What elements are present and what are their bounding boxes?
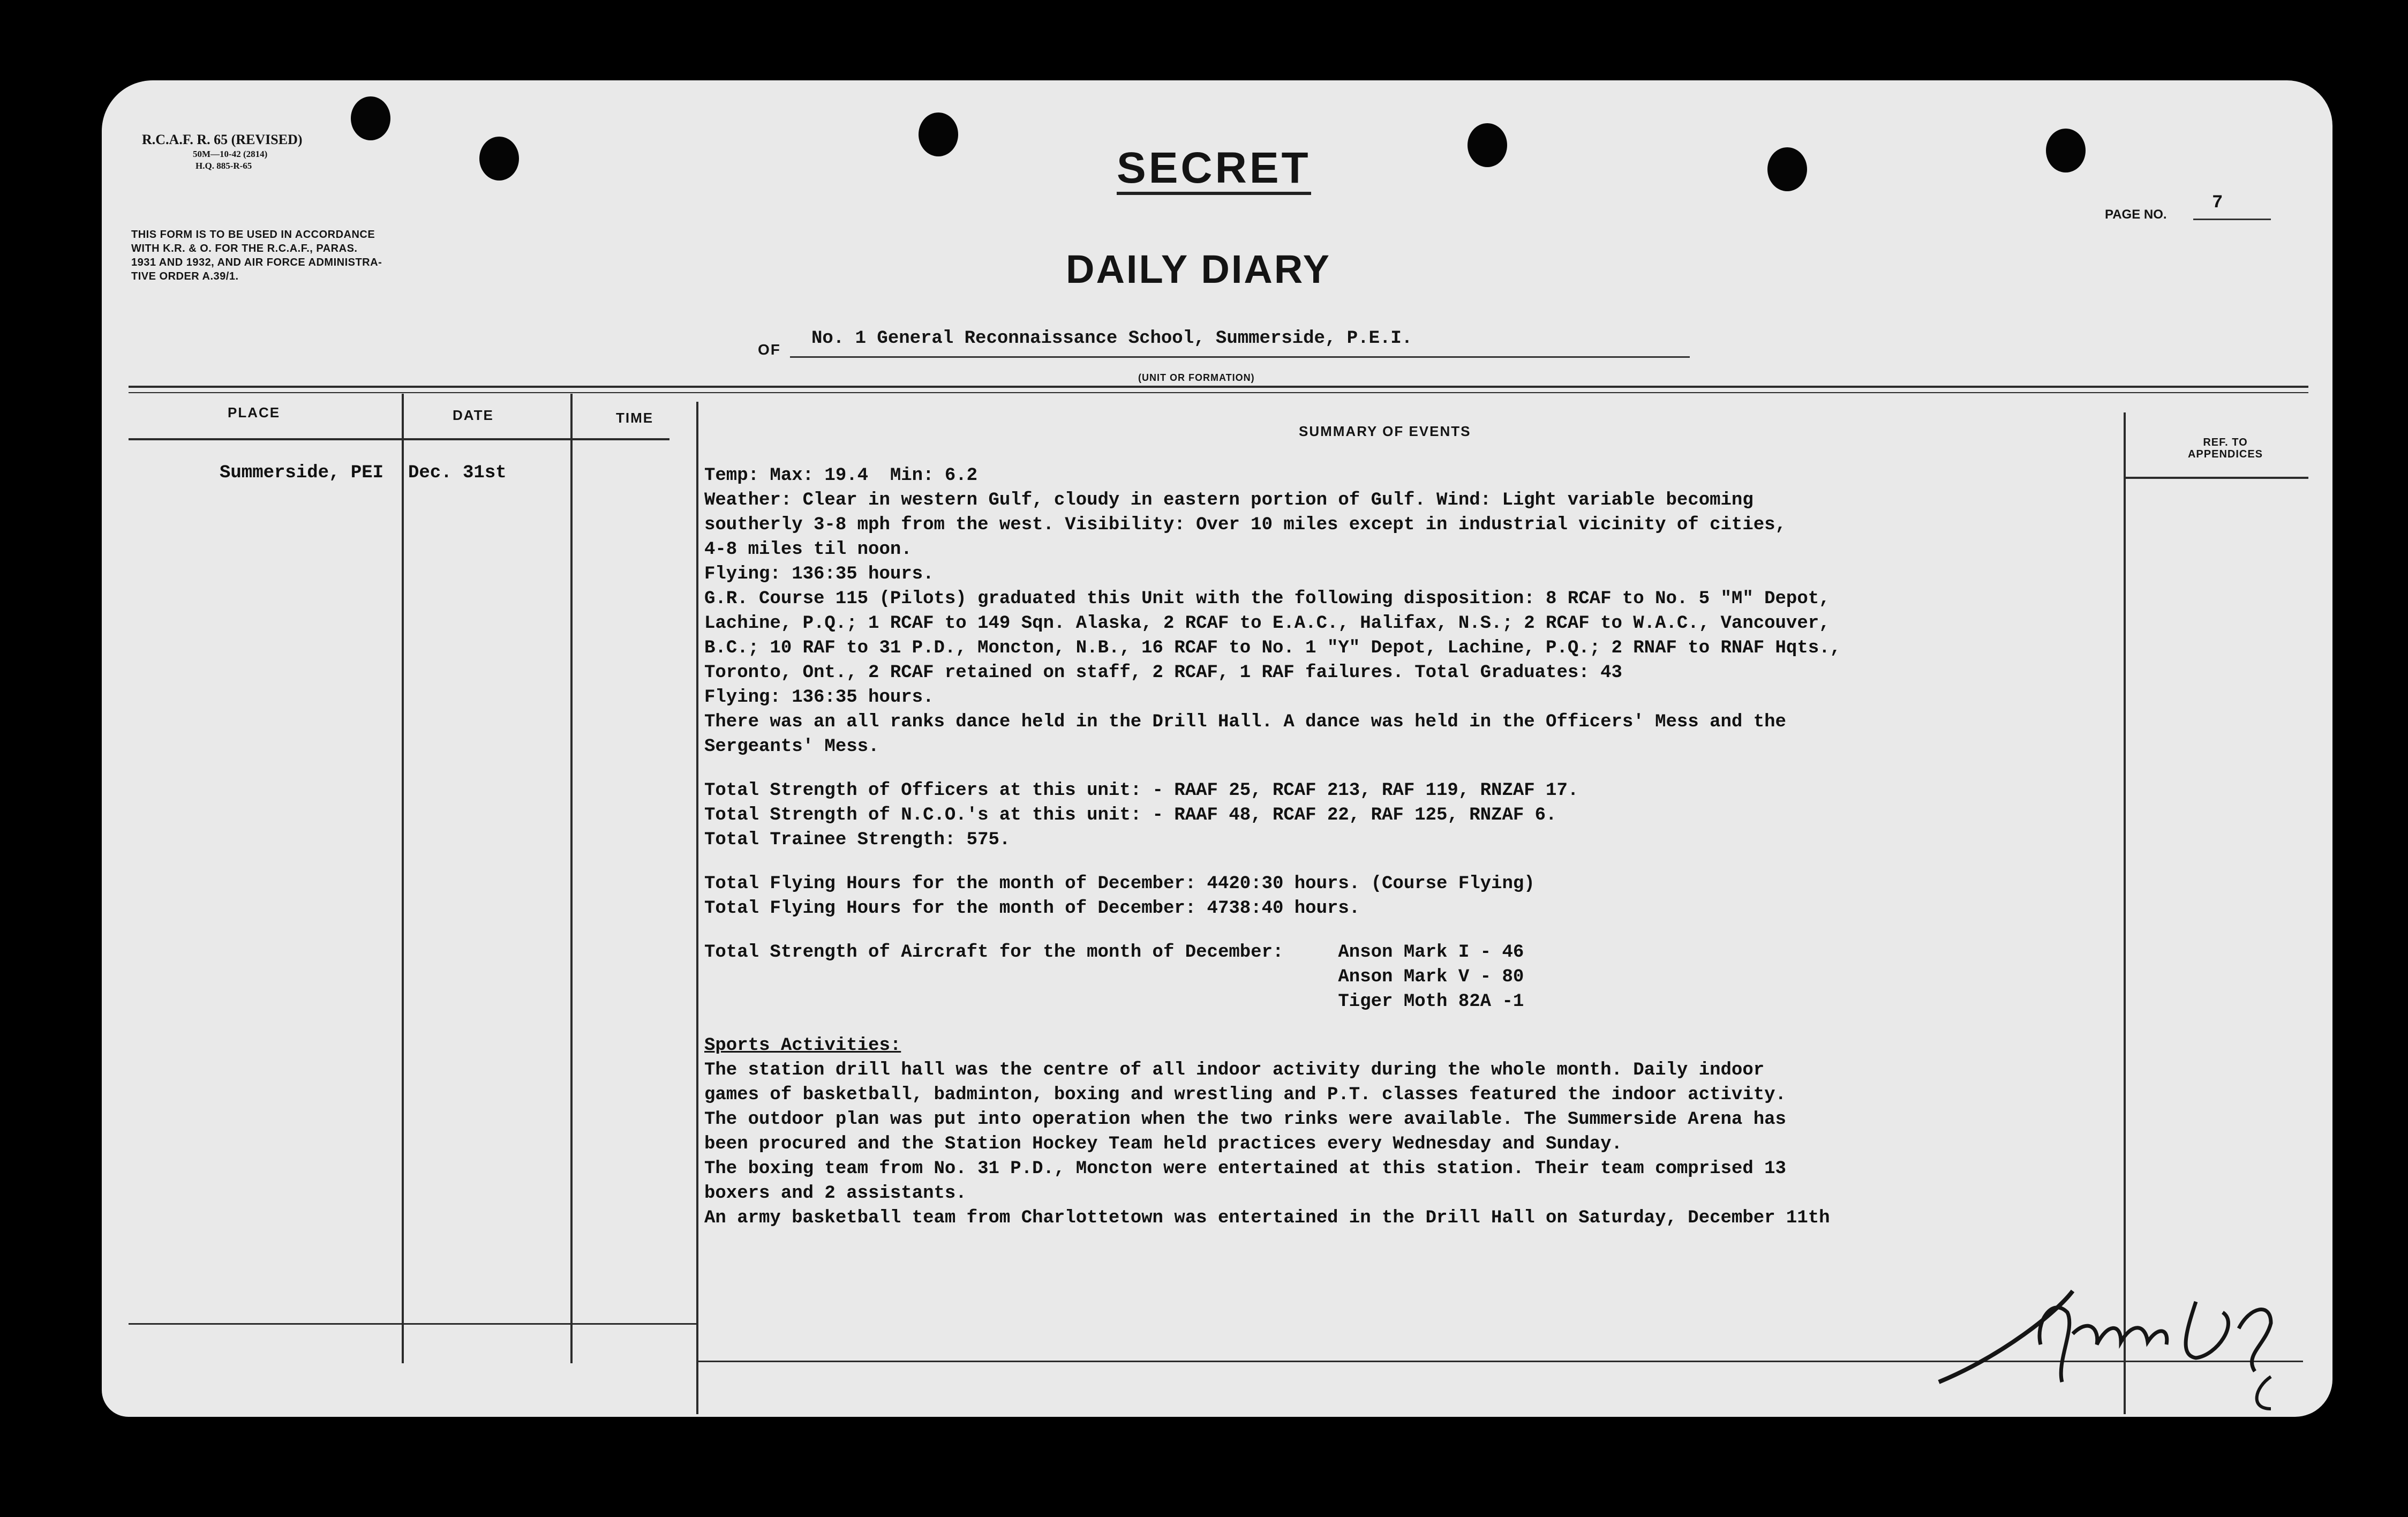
page-title: DAILY DIARY — [1066, 247, 1331, 291]
summary-line: boxers and 2 assistants. — [704, 1183, 967, 1204]
col-header-place: PLACE — [228, 404, 281, 420]
col-header-ref-line1: REF. TO — [2203, 437, 2248, 448]
summary-line: The boxing team from No. 31 P.D., Moncton were entertained at this station. Their team comprised 13 — [704, 1159, 1786, 1179]
punch-hole-6 — [2046, 129, 2086, 172]
classification-stamp: SECRET — [1117, 145, 1311, 195]
summary-line: Lachine, P.Q.; 1 RCAF to 149 Sqn. Alaska, 2 RCAF to E.A.C., Halifax, N.S.; 2 RCAF to W.A.C., Vancouver, — [704, 613, 1830, 634]
diary-sheet — [102, 80, 2332, 1417]
form-ref-line1: R.C.A.F. R. 65 (REVISED) — [142, 132, 303, 147]
place-date-divider — [402, 394, 404, 1363]
unit-name: No. 1 General Reconnaissance School, Summerside, P.E.I. — [811, 328, 1413, 349]
table-top-rule-2 — [129, 392, 2308, 393]
summary-line: B.C.; 10 RAF to 31 P.D., Moncton, N.B., 16 RCAF to No. 1 "Y" Depot, Lachine, P.Q.; 2 RNAF to RNAF Hqts., — [704, 638, 1841, 658]
summary-line: games of basketball, badminton, boxing and wrestling and P.T. classes featured the indoor activity. — [704, 1085, 1786, 1105]
page-number-line — [2193, 192, 2271, 220]
left-header-rule — [129, 438, 669, 440]
summary-line: Tiger Moth 82A -1 — [704, 992, 1524, 1012]
authority-line: THIS FORM IS TO BE USED IN ACCORDANCE — [131, 229, 375, 241]
col-header-date: DATE — [453, 407, 494, 423]
authority-line: WITH K.R. & O. FOR THE R.C.A.F., PARAS. — [131, 243, 358, 254]
summary-line: Total Strength of N.C.O.'s at this unit: - RAAF 48, RCAF 22, RAF 125, RNZAF 6. — [704, 805, 1557, 825]
summary-line: The station drill hall was the centre of all indoor activity during the whole month. Daily indoor — [704, 1060, 1765, 1080]
summary-line: There was an all ranks dance held in the Drill Hall. A dance was held in the Officers' Mess and the — [704, 712, 1786, 732]
of-label: OF — [758, 341, 781, 358]
summary-line: 4-8 miles til noon. — [704, 539, 912, 560]
handwritten-signature — [1896, 1248, 2332, 1417]
table-top-rule — [129, 386, 2308, 388]
summary-line: Anson Mark V - 80 — [704, 967, 1524, 987]
punch-hole-1 — [351, 96, 390, 140]
summary-line: Sports Activities: — [704, 1035, 901, 1056]
unit-caption: (UNIT OR FORMATION) — [1138, 372, 1255, 383]
entry-place: Summerside, PEI — [220, 463, 384, 483]
authority-line: TIVE ORDER A.39/1. — [131, 271, 239, 282]
punch-hole-4 — [1468, 123, 1507, 167]
summary-line: Flying: 136:35 hours. — [704, 564, 934, 584]
summary-line: Temp: Max: 19.4 Min: 6.2 — [704, 465, 978, 486]
col-header-summary: SUMMARY OF EVENTS — [1299, 423, 1471, 439]
page-number-value: 7 — [2212, 193, 2223, 213]
page-number-label: PAGE NO. — [2105, 207, 2167, 222]
punch-hole-5 — [1767, 147, 1807, 191]
summary-line: Total Trainee Strength: 575. — [704, 830, 1011, 850]
summary-line: Total Flying Hours for the month of December: 4738:40 hours. — [704, 898, 1360, 919]
summary-line: Sergeants' Mess. — [704, 737, 879, 757]
time-summary-divider — [696, 402, 698, 1414]
date-time-divider — [570, 394, 573, 1363]
form-ref-line3: H.Q. 885-R-65 — [195, 161, 252, 171]
ref-header-rule — [2124, 477, 2308, 479]
punch-hole-2 — [479, 137, 519, 181]
entry-date: Dec. 31st — [408, 463, 507, 483]
summary-line: been procured and the Station Hockey Team held practices every Wednesday and Sunday. — [704, 1134, 1622, 1154]
col-header-ref-line2: APPENDICES — [2187, 448, 2263, 460]
summary-line: G.R. Course 115 (Pilots) graduated this Unit with the following disposition: 8 RCAF to No. 5 "M" Depot, — [704, 589, 1830, 609]
summary-line: Total Strength of Officers at this unit: - RAAF 25, RCAF 213, RAF 119, RNZAF 17. — [704, 780, 1579, 801]
col-header-ref — [2174, 437, 2276, 460]
form-ref-line2: 50M—10-42 (2814) — [193, 149, 268, 159]
summary-line: southerly 3-8 mph from the west. Visibility: Over 10 miles except in industrial vicinity of cities, — [704, 515, 1786, 535]
form-reference — [142, 131, 303, 172]
summary-line: Weather: Clear in western Gulf, cloudy in eastern portion of Gulf. Wind: Light variable becoming — [704, 490, 1754, 510]
punch-hole-3 — [919, 112, 958, 156]
form-authority-note — [131, 228, 382, 283]
col-header-time: TIME — [616, 410, 654, 426]
summary-line: Toronto, Ont., 2 RCAF retained on staff, 2 RCAF, 1 RAF failures. Total Graduates: 43 — [704, 663, 1622, 683]
summary-line: Total Strength of Aircraft for the month of December: Anson Mark I - 46 — [704, 942, 1524, 963]
authority-line: 1931 AND 1932, AND AIR FORCE ADMINISTRA- — [131, 257, 382, 268]
summary-line: An army basketball team from Charlottetown was entertained in the Drill Hall on Saturday, December 11th — [704, 1208, 1830, 1228]
left-bottom-rule — [129, 1323, 696, 1325]
summary-line: Total Flying Hours for the month of December: 4420:30 hours. (Course Flying) — [704, 874, 1535, 894]
unit-line — [790, 324, 1690, 358]
summary-line: Flying: 136:35 hours. — [704, 687, 934, 708]
summary-line: The outdoor plan was put into operation when the two rinks were available. The Summerside Arena has — [704, 1109, 1786, 1130]
